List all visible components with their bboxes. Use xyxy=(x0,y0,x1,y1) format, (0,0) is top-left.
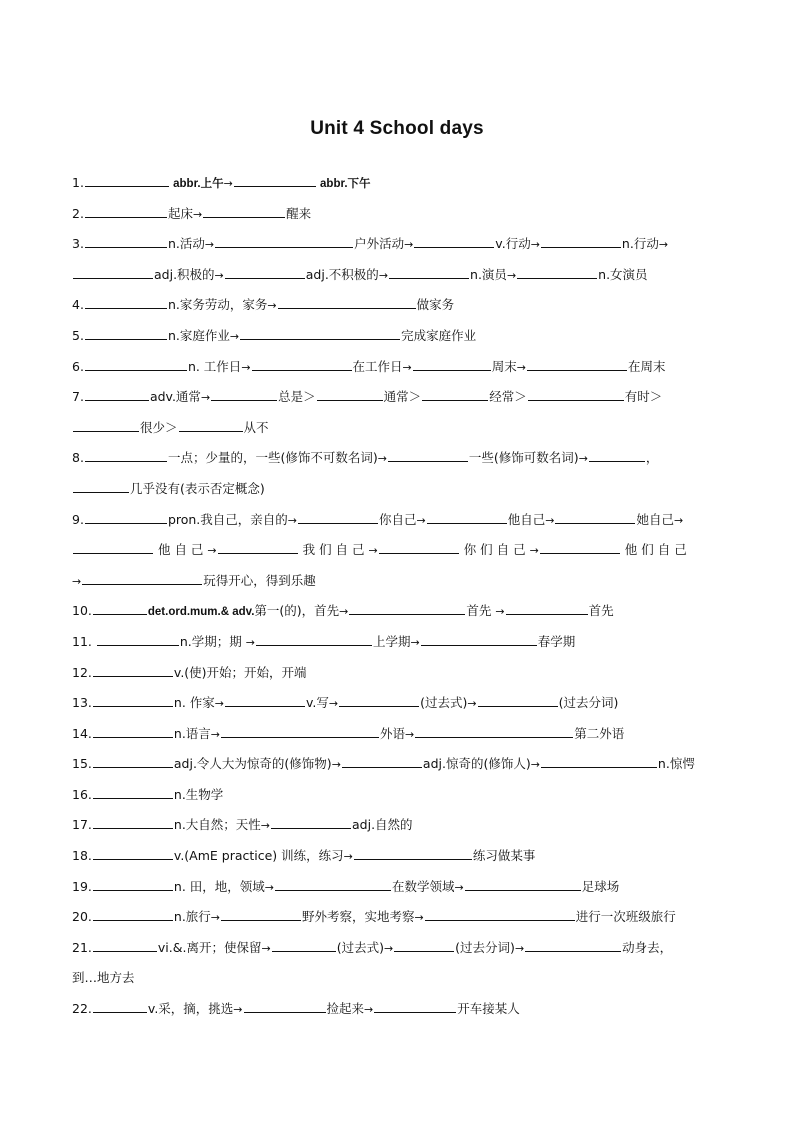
answer-blank[interactable] xyxy=(374,999,456,1013)
answer-blank[interactable] xyxy=(517,265,597,279)
arrow-icon: → xyxy=(658,238,669,252)
answer-blank[interactable] xyxy=(203,204,285,218)
item-3: 3. n.活动→ 户外活动→ v.行动→ n.行动→ xyxy=(72,236,669,252)
item-19: 19. n. 田，地，领域→ 在数学领域→ 足球场 xyxy=(72,878,620,894)
item-13: 13. n. 作家→ v.写→ (过去式)→ (过去分词) xyxy=(72,695,619,711)
answer-blank[interactable] xyxy=(93,877,173,891)
answer-blank[interactable] xyxy=(354,846,472,860)
answer-blank[interactable] xyxy=(93,663,173,677)
item-22: 22. v.采，摘，挑选→ 捡起来→ 开车接某人 xyxy=(72,1001,520,1017)
item-11: 11. n.学期；期 → 上学期→ 春学期 xyxy=(72,633,576,649)
answer-blank[interactable] xyxy=(240,326,400,340)
item-18: 18. v.(AmE practice) 训练，练习→ 练习做某事 xyxy=(72,848,536,864)
arrow-icon: → xyxy=(331,758,341,772)
answer-blank[interactable] xyxy=(589,448,645,462)
item-15: 15. adj.令人大为惊奇的(修饰物)→ adj.惊奇的(修饰人)→ n.惊愕 xyxy=(72,756,695,772)
answer-blank[interactable] xyxy=(415,724,573,738)
answer-blank[interactable] xyxy=(85,295,167,309)
item-2: 2. 起床→ 醒来 xyxy=(72,205,312,221)
arrow-icon: → xyxy=(264,880,274,894)
arrow-icon: → xyxy=(287,513,297,527)
answer-blank[interactable] xyxy=(85,326,167,340)
answer-blank[interactable] xyxy=(93,938,157,952)
arrow-icon: → xyxy=(402,360,412,374)
answer-blank[interactable] xyxy=(342,754,422,768)
item-9: 9. pron.我自己，亲自的→ 你自己→ 他自己→ 她自己→ xyxy=(72,511,684,527)
answer-blank[interactable] xyxy=(541,754,657,768)
answer-blank[interactable] xyxy=(252,357,352,371)
answer-blank[interactable] xyxy=(421,632,537,646)
arrow-icon: → xyxy=(530,238,540,252)
answer-blank[interactable] xyxy=(275,877,391,891)
item-8: 8. 一点；少量的，一些(修饰不可数名词)→ 一些(修饰可数名词)→ ， xyxy=(72,450,659,466)
answer-blank[interactable] xyxy=(541,234,621,248)
item-8-continued: 几乎没有(表示否定概念) xyxy=(72,474,728,505)
answer-blank[interactable] xyxy=(339,693,419,707)
answer-blank[interactable] xyxy=(244,999,326,1013)
answer-blank[interactable] xyxy=(93,907,173,921)
answer-blank[interactable] xyxy=(506,601,588,615)
arrow-icon: → xyxy=(339,605,349,619)
answer-blank[interactable] xyxy=(93,785,173,799)
arrow-icon: → xyxy=(414,911,424,925)
arrow-icon: → xyxy=(204,238,215,252)
arrow-icon: → xyxy=(578,452,588,466)
arrow-icon: → xyxy=(207,544,217,558)
answer-blank[interactable] xyxy=(234,173,316,187)
arrow-icon: → xyxy=(233,1003,243,1017)
answer-blank[interactable] xyxy=(85,173,169,187)
item-21: 21. vi.&.离开；使保留→ (过去式)→ (过去分词)→ 动身去， xyxy=(72,939,673,955)
answer-blank[interactable] xyxy=(540,540,620,554)
answer-blank[interactable] xyxy=(422,387,488,401)
answer-blank[interactable] xyxy=(272,938,336,952)
arrow-icon: → xyxy=(378,268,389,282)
arrow-icon: → xyxy=(229,329,240,343)
answer-blank[interactable] xyxy=(218,540,298,554)
arrow-icon: → xyxy=(383,941,394,955)
arrow-icon: → xyxy=(343,850,353,864)
answer-blank[interactable] xyxy=(478,693,558,707)
item-7: 7. adv.通常→ 总是＞ 通常＞ 经常＞ 有时＞ xyxy=(72,389,663,405)
arrow-icon: → xyxy=(210,727,221,741)
answer-blank[interactable] xyxy=(525,938,621,952)
arrow-icon: → xyxy=(673,513,684,527)
answer-blank[interactable] xyxy=(93,815,173,829)
item-12: 12. v.(使)开始；开始，开端 xyxy=(72,664,307,680)
answer-blank[interactable] xyxy=(73,540,153,554)
answer-blank[interactable] xyxy=(221,907,301,921)
answer-blank[interactable] xyxy=(85,204,167,218)
vocabulary-worksheet xyxy=(72,168,728,1025)
answer-blank[interactable] xyxy=(528,387,624,401)
arrow-icon: → xyxy=(72,574,82,588)
answer-blank[interactable] xyxy=(179,418,243,432)
answer-blank[interactable] xyxy=(317,387,383,401)
answer-blank[interactable] xyxy=(425,907,575,921)
item-6: 6. n. 工作日→ 在工作日→ 周末→ 在周末 xyxy=(72,358,666,374)
answer-blank[interactable] xyxy=(73,479,129,493)
item-7-continued: 很少＞ 从不 xyxy=(72,413,728,444)
arrow-icon: → xyxy=(364,1003,374,1017)
answer-blank[interactable] xyxy=(73,265,153,279)
arrow-icon: → xyxy=(200,391,211,405)
item-9-continued: 他 自 己 → 我 们 自 己 → 你 们 自 己 → 他 们 自 己 xyxy=(72,535,728,566)
arrow-icon: → xyxy=(328,697,339,711)
answer-blank[interactable] xyxy=(414,234,494,248)
answer-blank[interactable] xyxy=(211,387,277,401)
item-20: 20. n.旅行→ 野外考察，实地考察→ 进行一次班级旅行 xyxy=(72,909,676,925)
item-17: 17. n.大自然；天性→ adj.自然的 xyxy=(72,817,413,833)
answer-blank[interactable] xyxy=(93,846,173,860)
answer-blank[interactable] xyxy=(271,815,351,829)
arrow-icon: → xyxy=(410,635,420,649)
page-title: Unit 4 School days xyxy=(310,118,484,139)
answer-blank[interactable] xyxy=(427,510,507,524)
arrow-icon: → xyxy=(454,880,464,894)
item-14: 14. n.语言→ 外语→ 第二外语 xyxy=(72,725,625,741)
item-9-continued-2: → 玩得开心，得到乐趣 xyxy=(72,572,316,588)
arrow-icon: → xyxy=(495,605,505,619)
answer-blank[interactable] xyxy=(465,877,581,891)
answer-blank[interactable] xyxy=(388,448,468,462)
answer-blank[interactable] xyxy=(215,234,353,248)
arrow-icon: → xyxy=(214,268,224,282)
arrow-icon: → xyxy=(405,727,415,741)
arrow-icon: → xyxy=(261,941,271,955)
answer-blank[interactable] xyxy=(349,601,465,615)
answer-blank[interactable] xyxy=(379,540,459,554)
answer-blank[interactable] xyxy=(85,510,167,524)
answer-blank[interactable] xyxy=(225,265,305,279)
item-5: 5. n.家庭作业→ 完成家庭作业 xyxy=(72,327,477,343)
answer-blank[interactable] xyxy=(389,265,469,279)
answer-blank[interactable] xyxy=(93,724,173,738)
answer-blank[interactable] xyxy=(82,571,202,585)
item-3-continued: adj.积极的→ adj.不积极的→ n.演员→ n.女演员 xyxy=(72,260,728,291)
arrow-icon: → xyxy=(530,758,540,772)
answer-blank[interactable] xyxy=(85,234,167,248)
item-10: 10. det.ord.mum.& adv.第一(的)，首先→ 首先 → 首先 xyxy=(72,603,614,619)
arrow-icon: → xyxy=(377,452,387,466)
arrow-icon: → xyxy=(267,299,277,313)
arrow-icon: → xyxy=(516,360,526,374)
answer-blank[interactable] xyxy=(225,693,305,707)
arrow-icon: → xyxy=(192,207,203,221)
answer-blank[interactable] xyxy=(93,999,147,1013)
answer-blank[interactable] xyxy=(256,632,372,646)
item-number: 1. xyxy=(72,175,84,190)
arrow-icon: → xyxy=(404,238,414,252)
arrow-icon: → xyxy=(210,911,221,925)
arrow-icon: → xyxy=(260,819,271,833)
answer-blank[interactable] xyxy=(85,357,187,371)
answer-blank[interactable] xyxy=(93,754,173,768)
arrow-icon: → xyxy=(241,360,251,374)
answer-blank[interactable] xyxy=(85,387,149,401)
answer-blank[interactable] xyxy=(93,693,173,707)
answer-blank[interactable] xyxy=(73,418,139,432)
answer-blank[interactable] xyxy=(278,295,416,309)
arrow-icon: → xyxy=(467,697,477,711)
arrow-icon: → xyxy=(545,513,555,527)
arrow-icon: → xyxy=(368,544,378,558)
answer-blank[interactable] xyxy=(555,510,635,524)
item-21-continued: 到…地方去 xyxy=(72,970,135,986)
arrow-icon: → xyxy=(245,635,255,649)
item-1: 1. abbr.上午→ abbr.下午 xyxy=(72,175,371,190)
answer-blank[interactable] xyxy=(527,357,627,371)
answer-blank[interactable] xyxy=(394,938,454,952)
answer-blank[interactable] xyxy=(97,632,179,646)
answer-blank[interactable] xyxy=(413,357,491,371)
arrow-icon: → xyxy=(506,268,517,282)
item-4: 4. n.家务劳动，家务→ 做家务 xyxy=(72,297,455,313)
arrow-icon: → xyxy=(529,544,539,558)
arrow-icon: → xyxy=(416,513,426,527)
arrow-icon: → xyxy=(514,941,525,955)
arrow-icon: → xyxy=(214,697,224,711)
answer-blank[interactable] xyxy=(85,448,167,462)
arrow-icon: → xyxy=(223,177,233,190)
answer-blank[interactable] xyxy=(221,724,379,738)
answer-blank[interactable] xyxy=(93,601,147,615)
answer-blank[interactable] xyxy=(298,510,378,524)
item-16: 16. n.生物学 xyxy=(72,786,224,802)
